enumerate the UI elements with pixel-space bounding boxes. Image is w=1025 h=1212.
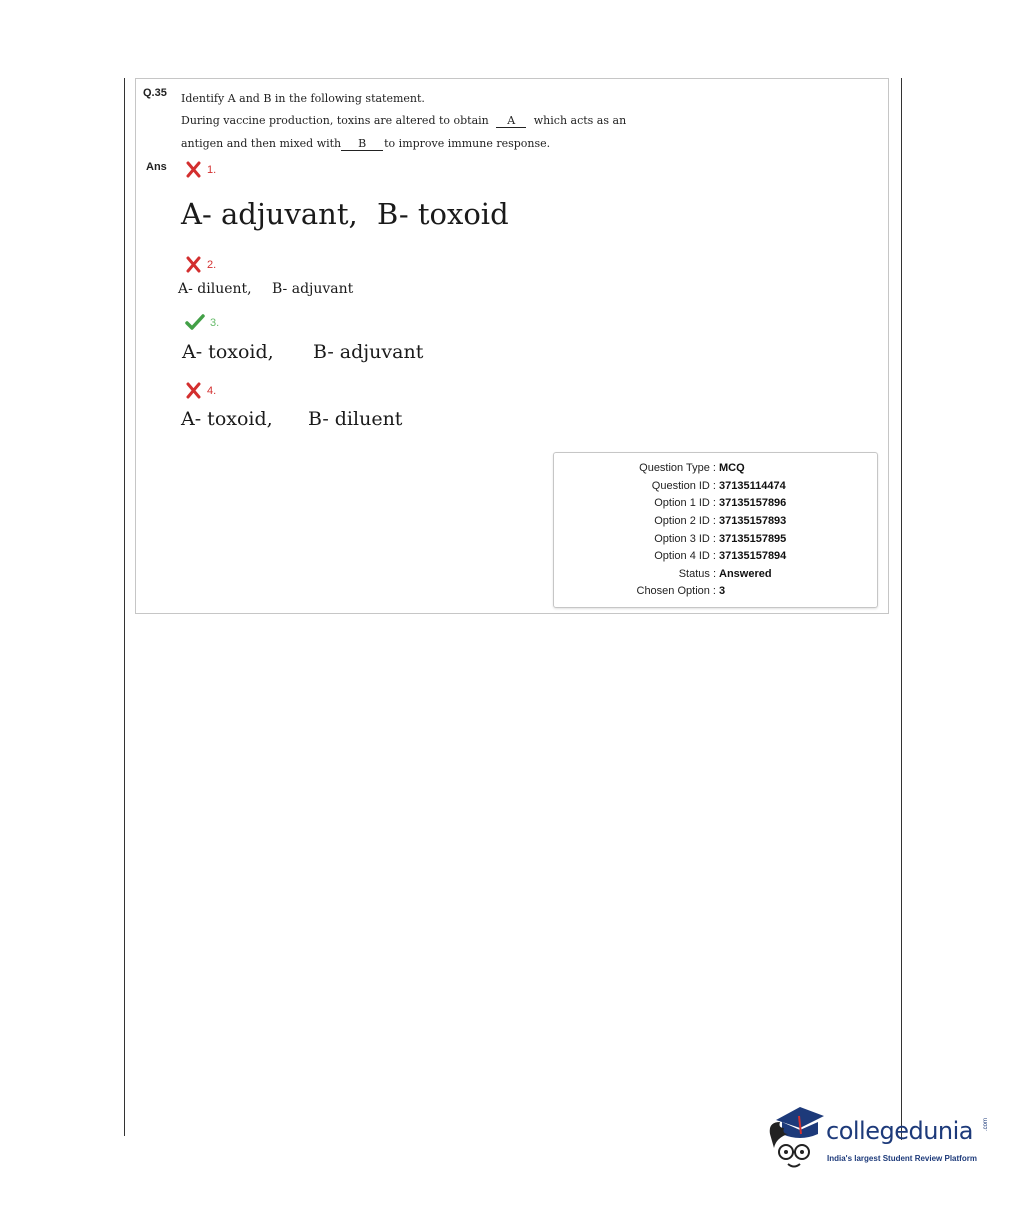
option-3-text: [182, 341, 423, 363]
info-value: 37135157895: [719, 533, 787, 545]
option-2-b: B- adjuvant: [272, 281, 354, 297]
cross-icon: [185, 161, 202, 178]
cross-icon: [185, 256, 202, 273]
option-4-b: B- diluent: [308, 408, 403, 430]
option-4-text: [181, 408, 402, 430]
info-label: Question Type :: [639, 462, 716, 474]
page-right-rule: [901, 78, 902, 1140]
option-4-marker: [185, 382, 216, 399]
option-4-a: A- toxoid,: [181, 408, 273, 430]
mascot-icon: [766, 1104, 828, 1174]
option-2-number: 2.: [207, 258, 217, 271]
logo-suffix: .com: [983, 1117, 989, 1131]
info-value: MCQ: [719, 462, 745, 474]
option-1-a: A- adjuvant,: [181, 197, 358, 231]
blank-b: B: [341, 138, 383, 151]
logo-wordmark: collegedunia: [826, 1117, 974, 1145]
info-question-id: [554, 480, 879, 498]
option-3-marker: [185, 314, 219, 331]
option-1-b: B- toxoid: [377, 197, 509, 231]
option-1-text: [181, 197, 509, 231]
info-label: Question ID :: [651, 480, 716, 492]
option-3-number: 3.: [210, 316, 220, 329]
question-info-panel: [553, 452, 878, 608]
question-line-2-post: which acts as an: [533, 114, 627, 127]
info-status: [554, 568, 879, 586]
question-number: Q.35: [143, 87, 167, 99]
info-label: Option 4 ID :: [654, 550, 716, 562]
option-2-text: [178, 281, 353, 297]
info-question-type: [554, 462, 879, 480]
info-label: Option 2 ID :: [654, 515, 716, 527]
info-option-1-id: [554, 497, 879, 515]
question-line-1: [181, 92, 425, 105]
question-line-3-pre: antigen and then mixed with: [181, 137, 342, 150]
cross-icon: [185, 382, 202, 399]
info-label: Status :: [678, 568, 716, 580]
info-value: Answered: [719, 568, 772, 580]
option-1-number: 1.: [207, 163, 217, 176]
info-chosen-option: [554, 585, 879, 603]
question-line-3-post: to improve immune response.: [384, 137, 551, 150]
info-label: Chosen Option :: [636, 585, 716, 597]
option-3-b: B- adjuvant: [313, 341, 424, 363]
info-value: 37135157894: [719, 550, 787, 562]
blank-a: A: [496, 115, 526, 128]
info-value: 37135157893: [719, 515, 787, 527]
question-line-1-text: Identify A and B in the following statement.: [181, 92, 425, 105]
info-option-2-id: [554, 515, 879, 533]
option-3-a: A- toxoid,: [182, 341, 274, 363]
collegedunia-logo: [766, 1104, 996, 1174]
info-option-3-id: [554, 533, 879, 551]
question-line-2-pre: During vaccine production, toxins are altered to obtain: [181, 114, 489, 127]
logo-tagline: India's largest Student Review Platform: [827, 1154, 977, 1163]
page-left-rule: [124, 78, 125, 1136]
info-option-4-id: [554, 550, 879, 568]
option-2-marker: [185, 256, 216, 273]
info-label: Option 3 ID :: [654, 533, 716, 545]
checkmark-icon: [185, 314, 205, 331]
info-value: 37135157896: [719, 497, 787, 509]
option-1-marker: [185, 161, 216, 178]
question-line-3: [181, 137, 550, 151]
option-2-a: A- diluent,: [178, 281, 252, 297]
info-value: 3: [719, 585, 726, 597]
info-label: Option 1 ID :: [654, 497, 716, 509]
answer-label: Ans: [146, 161, 167, 173]
option-4-number: 4.: [207, 384, 217, 397]
question-line-2: [181, 114, 626, 128]
info-value: 37135114474: [719, 480, 786, 492]
